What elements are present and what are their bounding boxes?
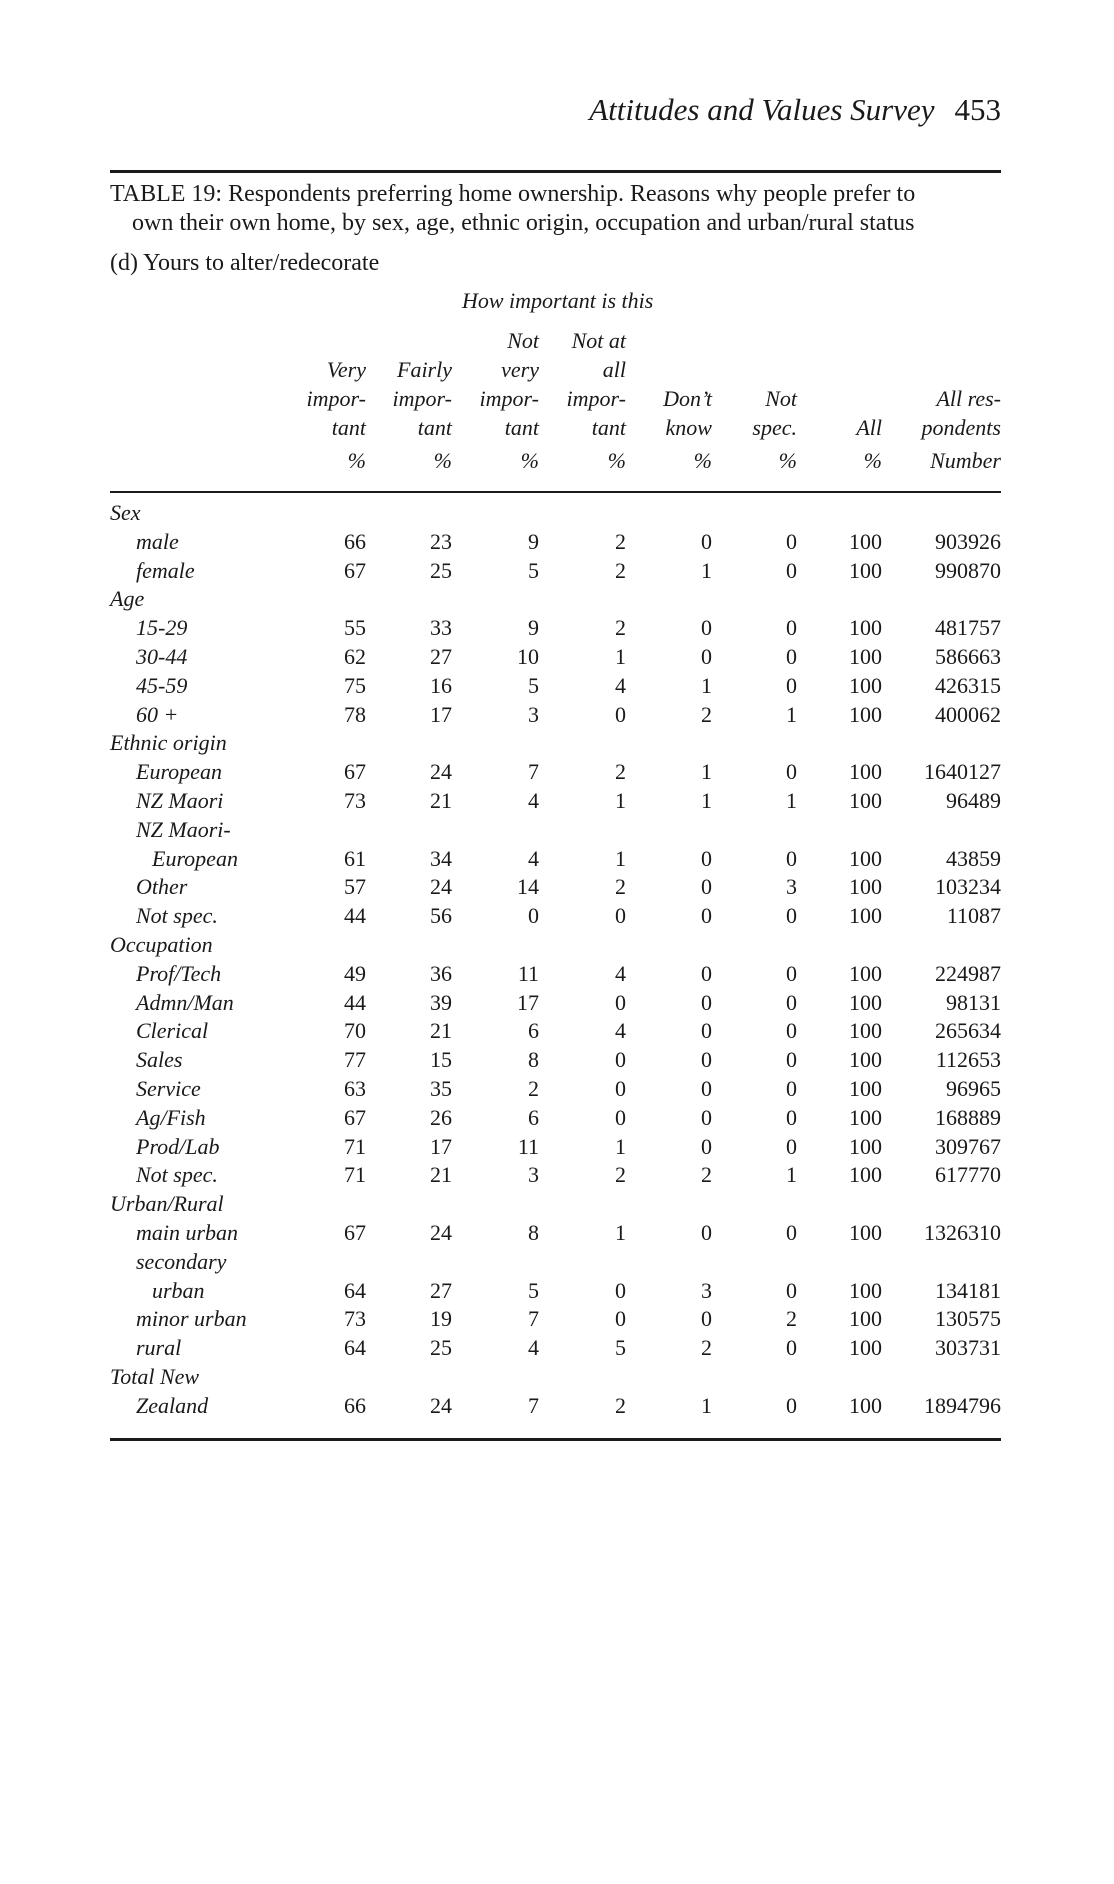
- table-cell: 100: [849, 845, 882, 871]
- page-header: [0, 92, 1001, 128]
- table-cell: 426315: [935, 672, 1001, 698]
- table-cell: 100: [849, 557, 882, 583]
- table-cell: 100: [849, 1076, 882, 1101]
- row-label: Not spec.: [136, 1162, 218, 1188]
- table-cell: 8: [528, 1220, 539, 1245]
- table-cell: 0: [615, 1076, 626, 1101]
- table-cell: 1: [701, 672, 712, 698]
- table-cell: 5: [615, 1335, 626, 1361]
- table-cell: 67: [344, 557, 366, 583]
- row-label: 60 +: [136, 701, 179, 727]
- table-cell: 130575: [935, 1306, 1001, 1332]
- table-cell: 77: [344, 1047, 366, 1073]
- table-cell: 21: [430, 788, 452, 813]
- table-cell: 55: [344, 615, 366, 641]
- table-cell: 0: [701, 1047, 712, 1073]
- table-cell: 0: [701, 903, 712, 929]
- table-cell: 63: [344, 1076, 366, 1101]
- spanner-text: How important is this: [462, 288, 654, 313]
- table-cell: 0: [701, 1076, 712, 1101]
- table-cell: 586663: [935, 644, 1001, 669]
- table-cell: 56: [430, 903, 452, 929]
- table-cell: 2: [528, 1076, 539, 1101]
- table-cell: 10: [517, 644, 539, 669]
- table-cell: 4: [528, 788, 539, 813]
- table-cell: 2: [701, 1335, 712, 1361]
- table-cell: 4: [615, 1018, 626, 1044]
- table-cell: 0: [786, 960, 797, 986]
- table-cell: 0: [786, 989, 797, 1015]
- table-cell: 100: [849, 528, 882, 554]
- column-unit: Number: [930, 448, 1001, 473]
- table-cell: 5: [528, 1277, 539, 1303]
- table-cell: 0: [615, 989, 626, 1015]
- table-cell: 100: [849, 644, 882, 669]
- column-header-line: impor-: [392, 386, 452, 411]
- column-header-line: Fairly: [397, 357, 452, 382]
- column-header-line: spec.: [752, 415, 797, 440]
- table-cell: 8: [528, 1047, 539, 1073]
- column-unit: %: [778, 448, 797, 473]
- table-cell: 0: [615, 701, 626, 727]
- row-group-label: Urban/Rural: [110, 1191, 224, 1217]
- table-cell: 1: [701, 759, 712, 785]
- table-cell: 100: [849, 960, 882, 986]
- table-cell: 0: [786, 672, 797, 698]
- table-cell: 27: [430, 1277, 452, 1303]
- table-cell: 67: [344, 1104, 366, 1130]
- column-header-line: All: [856, 415, 882, 440]
- table-cell: 6: [528, 1018, 539, 1044]
- table-cell: 0: [786, 1076, 797, 1101]
- table-cell: 62: [344, 644, 366, 669]
- table-cell: 100: [849, 1335, 882, 1361]
- table-cell: 100: [849, 701, 882, 727]
- table-cell: 0: [615, 1047, 626, 1073]
- table-caption: [110, 180, 1001, 238]
- table-cell: 990870: [935, 557, 1001, 583]
- table-cell: 0: [528, 903, 539, 929]
- row-label: European: [136, 759, 222, 785]
- table-cell: 2: [615, 874, 626, 900]
- table-cell: 57: [344, 874, 366, 900]
- table-cell: 617770: [935, 1162, 1001, 1188]
- table-cell: 0: [701, 845, 712, 871]
- row-label: minor urban: [136, 1306, 247, 1332]
- table-cell: 3: [528, 701, 539, 727]
- table-cell: 24: [430, 874, 452, 900]
- table-cell: 34: [430, 845, 452, 871]
- table-cell: 11: [517, 1133, 539, 1159]
- table-cell: 3: [786, 874, 797, 900]
- table-cell: 100: [849, 788, 882, 813]
- table-cell: 0: [786, 1277, 797, 1303]
- row-label: Not spec.: [136, 903, 218, 929]
- table-cell: 100: [849, 1306, 882, 1332]
- row-label: 45-59: [136, 672, 188, 698]
- table-cell: 0: [786, 1047, 797, 1073]
- table-cell: 24: [430, 1220, 452, 1245]
- table-cell: 4: [615, 672, 626, 698]
- table-cell: 4: [528, 845, 539, 871]
- running-title: Attitudes and Values Survey: [589, 92, 935, 127]
- table-cell: 5: [528, 672, 539, 698]
- table-cell: 100: [849, 1277, 882, 1303]
- row-group-label: Ethnic origin: [110, 730, 227, 756]
- table-cell: 1: [701, 1392, 712, 1418]
- column-header-line: all: [602, 357, 626, 382]
- table-cell: 4: [528, 1335, 539, 1361]
- column-header-line: impor-: [479, 386, 539, 411]
- top-rule: [110, 170, 1001, 173]
- table-cell: 0: [701, 1220, 712, 1245]
- table-cell: 0: [786, 644, 797, 669]
- row-label: Sales: [136, 1047, 183, 1073]
- table-cell: 168889: [935, 1104, 1001, 1130]
- table-cell: 4: [615, 960, 626, 986]
- table-cell: 25: [430, 1335, 452, 1361]
- table-cell: 100: [849, 672, 882, 698]
- table-cell: 1: [615, 644, 626, 669]
- table-cell: 35: [430, 1076, 452, 1101]
- table-cell: 2: [615, 1162, 626, 1188]
- table-cell: 3: [528, 1162, 539, 1188]
- table-cell: 100: [849, 1133, 882, 1159]
- column-header-line: pondents: [921, 415, 1001, 440]
- table-cell: 0: [701, 1018, 712, 1044]
- table-cell: 2: [615, 1392, 626, 1418]
- column-header-line: tant: [417, 415, 452, 440]
- row-label: female: [136, 557, 195, 583]
- table-cell: 66: [344, 528, 366, 554]
- table-cell: 98131: [946, 989, 1001, 1015]
- row-label: male: [136, 528, 179, 554]
- row-group-label: Age: [110, 586, 145, 612]
- table-cell: 0: [786, 903, 797, 929]
- table-cell: 96965: [946, 1076, 1001, 1101]
- table-cell: 100: [849, 615, 882, 641]
- table-cell: 64: [344, 1277, 366, 1303]
- table-cell: 39: [430, 989, 452, 1015]
- row-group-label: Total New: [110, 1364, 200, 1389]
- table-cell: 100: [849, 1220, 882, 1245]
- table-cell: 19: [430, 1306, 452, 1332]
- table-cell: 0: [786, 1133, 797, 1159]
- page-number: 453: [954, 92, 1001, 127]
- table-cell: 103234: [935, 874, 1001, 900]
- table-cell: 71: [344, 1133, 366, 1159]
- table-cell: 0: [701, 528, 712, 554]
- table-cell: 23: [430, 528, 452, 554]
- column-header-line: tant: [331, 415, 366, 440]
- row-label: Prof/Tech: [136, 960, 222, 986]
- table-cell: 17: [430, 1133, 452, 1159]
- row-label: 15-29: [136, 615, 188, 641]
- table-cell: 0: [786, 1335, 797, 1361]
- table-cell: 11087: [946, 903, 1001, 929]
- column-header-line: Not at: [571, 328, 626, 353]
- table-cell: 64: [344, 1335, 366, 1361]
- table-cell: 17: [430, 701, 452, 727]
- caption-line-1: TABLE 19: Respondents preferring home ownership. Reasons why people prefer to: [110, 181, 916, 207]
- table-cell: 100: [849, 1018, 882, 1044]
- table-cell: 2: [786, 1306, 797, 1332]
- table-cell: 71: [344, 1162, 366, 1188]
- table-cell: 100: [849, 1047, 882, 1073]
- table-cell: 0: [786, 615, 797, 641]
- row-label: Clerical: [136, 1018, 209, 1044]
- column-header-line: impor-: [306, 386, 366, 411]
- table-cell: 11: [517, 960, 539, 986]
- table-cell: 78: [344, 701, 366, 727]
- table-cell: 0: [786, 845, 797, 871]
- table-cell: 400062: [935, 701, 1001, 727]
- table-cell: 44: [344, 903, 366, 929]
- table-cell: 265634: [935, 1018, 1001, 1044]
- table-cell: 6: [528, 1104, 539, 1130]
- row-label: Zealand: [136, 1392, 209, 1418]
- row-label: European: [152, 845, 238, 871]
- table-cell: 14: [517, 874, 539, 900]
- table-cell: 67: [344, 759, 366, 785]
- table-cell: 0: [701, 960, 712, 986]
- column-unit: %: [520, 448, 539, 473]
- column-header-line: Very: [326, 357, 366, 382]
- table-cell: 7: [528, 1392, 539, 1418]
- caption-line-2: own their own home, by sex, age, ethnic origin, occupation and urban/rural status: [132, 210, 915, 236]
- table-cell: 1640127: [924, 759, 1001, 785]
- row-group-label: Occupation: [110, 932, 213, 957]
- table-cell: 21: [430, 1018, 452, 1044]
- table-cell: 0: [701, 644, 712, 669]
- row-group-label: Sex: [110, 500, 141, 525]
- table-cell: 36: [430, 960, 452, 986]
- table-cell: 1894796: [924, 1392, 1001, 1418]
- table-cell: 75: [344, 672, 366, 698]
- table-cell: 0: [786, 1392, 797, 1418]
- table-cell: 100: [849, 989, 882, 1015]
- column-header-line: Don’t: [663, 386, 712, 411]
- table-cell: 26: [430, 1104, 452, 1130]
- table-cell: 2: [701, 701, 712, 727]
- table-cell: 1: [701, 557, 712, 583]
- table-cell: 0: [615, 1104, 626, 1130]
- table-cell: 49: [344, 960, 366, 986]
- table-cell: 0: [615, 1306, 626, 1332]
- table-cell: 100: [849, 1104, 882, 1130]
- column-header-line: tant: [504, 415, 539, 440]
- column-unit: %: [433, 448, 452, 473]
- table-cell: 7: [528, 759, 539, 785]
- table-cell: 100: [849, 759, 882, 785]
- table-cell: 15: [430, 1047, 452, 1073]
- table-cell: 0: [615, 1277, 626, 1303]
- row-label: NZ Maori: [136, 788, 224, 813]
- table-cell: 1326310: [924, 1220, 1001, 1245]
- table-cell: 1: [786, 701, 797, 727]
- table-cell: 903926: [935, 528, 1001, 554]
- table-cell: 303731: [935, 1335, 1001, 1361]
- table-cell: 7: [528, 1306, 539, 1332]
- row-label: Service: [136, 1076, 201, 1101]
- table-cell: 9: [528, 615, 539, 641]
- table-cell: 2: [615, 528, 626, 554]
- table-cell: 9: [528, 528, 539, 554]
- row-label: Ag/Fish: [136, 1104, 206, 1130]
- table-cell: 17: [517, 989, 539, 1015]
- table-cell: 27: [430, 644, 452, 669]
- header-rule: [110, 491, 1001, 493]
- table-cell: 0: [786, 1220, 797, 1245]
- table-cell: 0: [786, 557, 797, 583]
- table-cell: 5: [528, 557, 539, 583]
- column-unit: %: [693, 448, 712, 473]
- column-unit: %: [347, 448, 366, 473]
- table-cell: 0: [701, 615, 712, 641]
- table-cell: 24: [430, 1392, 452, 1418]
- row-label: Admn/Man: [136, 989, 234, 1015]
- table-cell: 0: [786, 528, 797, 554]
- table-cell: 481757: [935, 615, 1001, 641]
- table-cell: 16: [430, 672, 452, 698]
- table-cell: 21: [430, 1162, 452, 1188]
- column-header-line: very: [501, 357, 539, 382]
- table-cell: 1: [701, 788, 712, 813]
- column-header-line: Not: [765, 386, 797, 411]
- table-cell: 2: [701, 1162, 712, 1188]
- table-cell: 73: [344, 788, 366, 813]
- table-cell: 100: [849, 874, 882, 900]
- table-cell: 1: [615, 788, 626, 813]
- table-cell: 0: [701, 1133, 712, 1159]
- table-cell: 134181: [935, 1277, 1001, 1303]
- table-cell: 24: [430, 759, 452, 785]
- table-cell: 100: [849, 1162, 882, 1188]
- table-cell: 309767: [935, 1133, 1001, 1159]
- table-cell: 1: [786, 1162, 797, 1188]
- table-cell: 1: [615, 1220, 626, 1245]
- table-cell: 3: [701, 1277, 712, 1303]
- column-header-line: Not: [507, 328, 539, 353]
- table-cell: 1: [786, 788, 797, 813]
- table-cell: 2: [615, 759, 626, 785]
- table-cell: 0: [786, 759, 797, 785]
- table-cell: 67: [344, 1220, 366, 1245]
- table-cell: 0: [701, 874, 712, 900]
- table-cell: 73: [344, 1306, 366, 1332]
- row-label: 30-44: [136, 644, 188, 669]
- column-unit: %: [863, 448, 882, 473]
- table-subtitle: (d) Yours to alter/redecorate: [110, 250, 380, 276]
- table-cell: 0: [701, 989, 712, 1015]
- table-cell: 1: [615, 1133, 626, 1159]
- table-cell: 44: [344, 989, 366, 1015]
- column-header-line: impor-: [566, 386, 626, 411]
- row-label: Prod/Lab: [136, 1133, 220, 1159]
- row-label: NZ Maori-: [136, 816, 231, 842]
- table-cell: 0: [701, 1306, 712, 1332]
- table-cell: 70: [344, 1018, 366, 1044]
- table-cell: 0: [786, 1104, 797, 1130]
- table-cell: 224987: [935, 960, 1001, 986]
- table-cell: 25: [430, 557, 452, 583]
- row-label: urban: [152, 1277, 205, 1303]
- table-cell: 33: [430, 615, 452, 641]
- column-header-line: All res-: [936, 386, 1001, 411]
- column-header-line: know: [665, 415, 712, 440]
- table-cell: 1: [615, 845, 626, 871]
- table-cell: 66: [344, 1392, 366, 1418]
- table-cell: 96489: [946, 788, 1001, 813]
- table-cell: 100: [849, 1392, 882, 1418]
- bottom-rule: [110, 1438, 1001, 1441]
- table-cell: 2: [615, 557, 626, 583]
- row-label: secondary: [136, 1248, 227, 1274]
- row-label: main urban: [136, 1220, 239, 1245]
- table-cell: 0: [701, 1104, 712, 1130]
- table-cell: 61: [344, 845, 366, 871]
- table-cell: 0: [786, 1018, 797, 1044]
- table-cell: 2: [615, 615, 626, 641]
- table-cell: 0: [615, 903, 626, 929]
- column-header-line: tant: [591, 415, 626, 440]
- column-unit: %: [607, 448, 626, 473]
- table-cell: 43859: [946, 845, 1001, 871]
- row-label: Other: [136, 874, 188, 900]
- table-cell: 100: [849, 903, 882, 929]
- table-cell: 112653: [935, 1047, 1001, 1073]
- row-label: rural: [136, 1335, 182, 1361]
